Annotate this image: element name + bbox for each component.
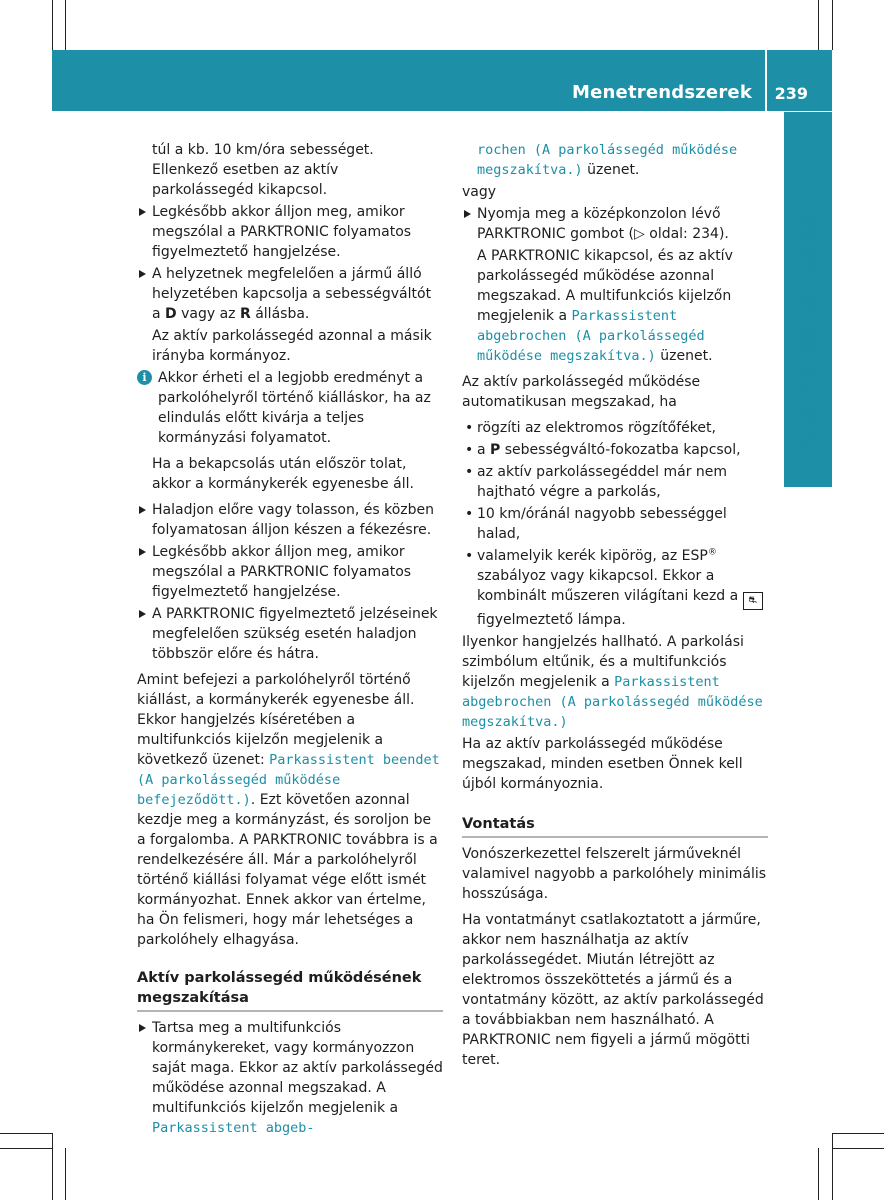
- paragraph: Amint befejezi a parkolóhelyről történő kiállást, a kormánykerék egyenesbe áll. Ekkor hangjelzés kíséretében a multifunkciós kijelzőn megjelenik a következő üzenet: Parkassistent beendet (A parkolássegéd működése befejeződött.). Ezt követően azonnal kezdje meg a kormányzást, és soroljon be a forgalomba. A PARKTRONIC továbbra is a rendelkezésére áll. Már a parkolóhelyről történő kiállási folyamat vége előtt ismét kormányozhat. Ennek akkor van értelme, ha Ön felismeri, hogy már lehetséges a parkolóhely elhagyása.: [137, 672, 440, 948]
- left-column: [137, 140, 443, 1140]
- info-text: Ha a bekapcsolás után először tolat, akkor a kormánykerék egyenesbe áll.: [152, 456, 414, 492]
- step-result: Az aktív parkolássegéd azonnal a másik irányba kormányoz.: [152, 328, 432, 364]
- gear-p: P: [490, 442, 501, 458]
- crop-mark: [832, 1133, 884, 1134]
- crop-mark: [52, 0, 53, 50]
- crop-mark: [832, 1148, 884, 1149]
- instruction-step: Legkésőbb akkor álljon meg, amikor megszólal a PARKTRONIC folyamatos figyelmeztető hangjelzése.: [137, 542, 443, 602]
- display-message: rochen (A parkolássegéd működése megszakítva.): [477, 142, 738, 178]
- crop-mark: [818, 0, 819, 50]
- crop-mark: [65, 1148, 66, 1200]
- list-item: • az aktív parkolássegéddel már nem hajtható végre a parkolás,: [462, 462, 768, 502]
- instruction-step: A PARKTRONIC figyelmeztető jelzéseinek megfelelően szükség esetén haladjon többször előre és hátra.: [137, 604, 443, 664]
- info-icon: i: [137, 370, 152, 385]
- crop-mark: [832, 1133, 833, 1200]
- paragraph: túl a kb. 10 km/óra sebességet. Ellenkező esetben az aktív parkolássegéd kikapcsol.: [152, 142, 374, 198]
- info-note: [137, 368, 443, 494]
- instruction-step: A helyzetnek megfelelően a jármű álló helyzetében kapcsolja a sebességváltót a D vagy az R állásba.: [137, 264, 443, 324]
- instruction-step: Tartsa meg a multifunkciós kormánykereket, vagy kormányozzon saját maga. Ekkor az aktív parkolássegéd működése azonnal megszakad. A multifunkciós kijelzőn megjelenik a Parkassistent abgeb-: [137, 1018, 443, 1138]
- header-divider: [765, 50, 767, 111]
- paragraph: Ha vontatmányt csatlakoztatott a járműre, akkor nem használhatja az aktív parkolássegédet. Miután létrejött az elektromos összeköttetés a jármű és a vontatmány között, az aktív parkolássegéd a továbbiakban nem használható. A PARKTRONIC nem figyeli a jármű mögötti teret.: [462, 912, 764, 1068]
- crop-mark: [818, 1148, 819, 1200]
- crop-mark: [0, 1133, 52, 1134]
- display-message: Parkassistent abgeb-: [152, 1120, 315, 1136]
- crop-mark: [52, 1133, 53, 1200]
- list-item: • a P sebességváltó-fokozatba kapcsol,: [462, 440, 768, 460]
- step-result: A PARKTRONIC kikapcsol, és az aktív parkolássegéd működése azonnal megszakad. A multifunkciós kijelzőn megjelenik a Parkassistent abgebrochen (A parkolássegéd működése megszakítva.) üzenet.: [477, 248, 733, 364]
- page-number: 239: [774, 84, 808, 103]
- instruction-step: Nyomja meg a középkonzolon lévő PARKTRONIC gombot (▷ oldal: 234).: [462, 204, 768, 244]
- crop-mark: [832, 0, 833, 50]
- side-tab-label: Vezetés és parkolás: [795, 214, 821, 462]
- list-item: • 10 km/óránál nagyobb sebességgel halad,: [462, 504, 768, 544]
- paragraph: Ilyenkor hangjelzés hallható. A parkolási szimbólum eltűnik, és a multifunkciós kijelzőn megjelenik a Parkassistent abgebrochen (A parkolássegéd működése megszakítva.): [462, 634, 763, 730]
- section-title: Menetrendszerek: [572, 82, 752, 103]
- right-column: [462, 140, 768, 1072]
- list-item: • rögzíti az elektromos rögzítőféket,: [462, 418, 768, 438]
- paragraph: Az aktív parkolássegéd működése automatikusan megszakad, ha: [462, 374, 701, 410]
- instruction-step: Legkésőbb akkor álljon meg, amikor megszólal a PARKTRONIC folyamatos figyelmeztető hangjelzése.: [137, 202, 443, 262]
- instruction-step: Haladjon előre vagy tolasson, és közben folyamatosan álljon készen a fékezésre.: [137, 500, 443, 540]
- gear-d: D: [165, 306, 177, 322]
- section-heading: Aktív parkolássegéd működésének megszakítása: [137, 968, 443, 1012]
- or-separator: vagy: [462, 184, 497, 200]
- list-item: • valamelyik kerék kipörög, az ESP® szabályoz vagy kikapcsol. Ekkor a kombinált műszeren világítani kezd a ⛐ figyelmeztető lámpa.: [462, 546, 768, 630]
- display-message: Parkassistent abgebrochen (A parkolássegéd működése megszakítva.): [462, 674, 763, 730]
- paragraph: Vonószerkezettel felszerelt járműveknél valamivel nagyobb a parkolóhely minimális hosszúsága.: [462, 846, 767, 902]
- skid-warning-lamp-icon: ⛐: [743, 592, 763, 610]
- crop-mark: [0, 1148, 52, 1149]
- info-text: Akkor érheti el a legjobb eredményt a parkolóhelyről történő kiálláskor, ha az elindulás előtt kivárja a teljes kormányzási folyamatot.: [158, 370, 431, 446]
- page-header: [52, 50, 832, 111]
- crop-mark: [65, 0, 66, 50]
- display-message: Parkassistent abgebrochen (A parkolássegéd működése megszakítva.): [477, 308, 705, 364]
- display-message: Parkassistent beendet (A parkolássegéd működése befejeződött.): [137, 752, 440, 808]
- section-heading: Vontatás: [462, 814, 768, 838]
- step-continuation: rochen (A parkolássegéd működése megszakítva.) üzenet.: [477, 142, 738, 178]
- gear-r: R: [239, 306, 251, 322]
- page-reference-icon: ▷: [634, 226, 645, 242]
- paragraph: Ha az aktív parkolássegéd működése megszakad, minden esetben Önnek kell újból kormányoznia.: [462, 736, 743, 792]
